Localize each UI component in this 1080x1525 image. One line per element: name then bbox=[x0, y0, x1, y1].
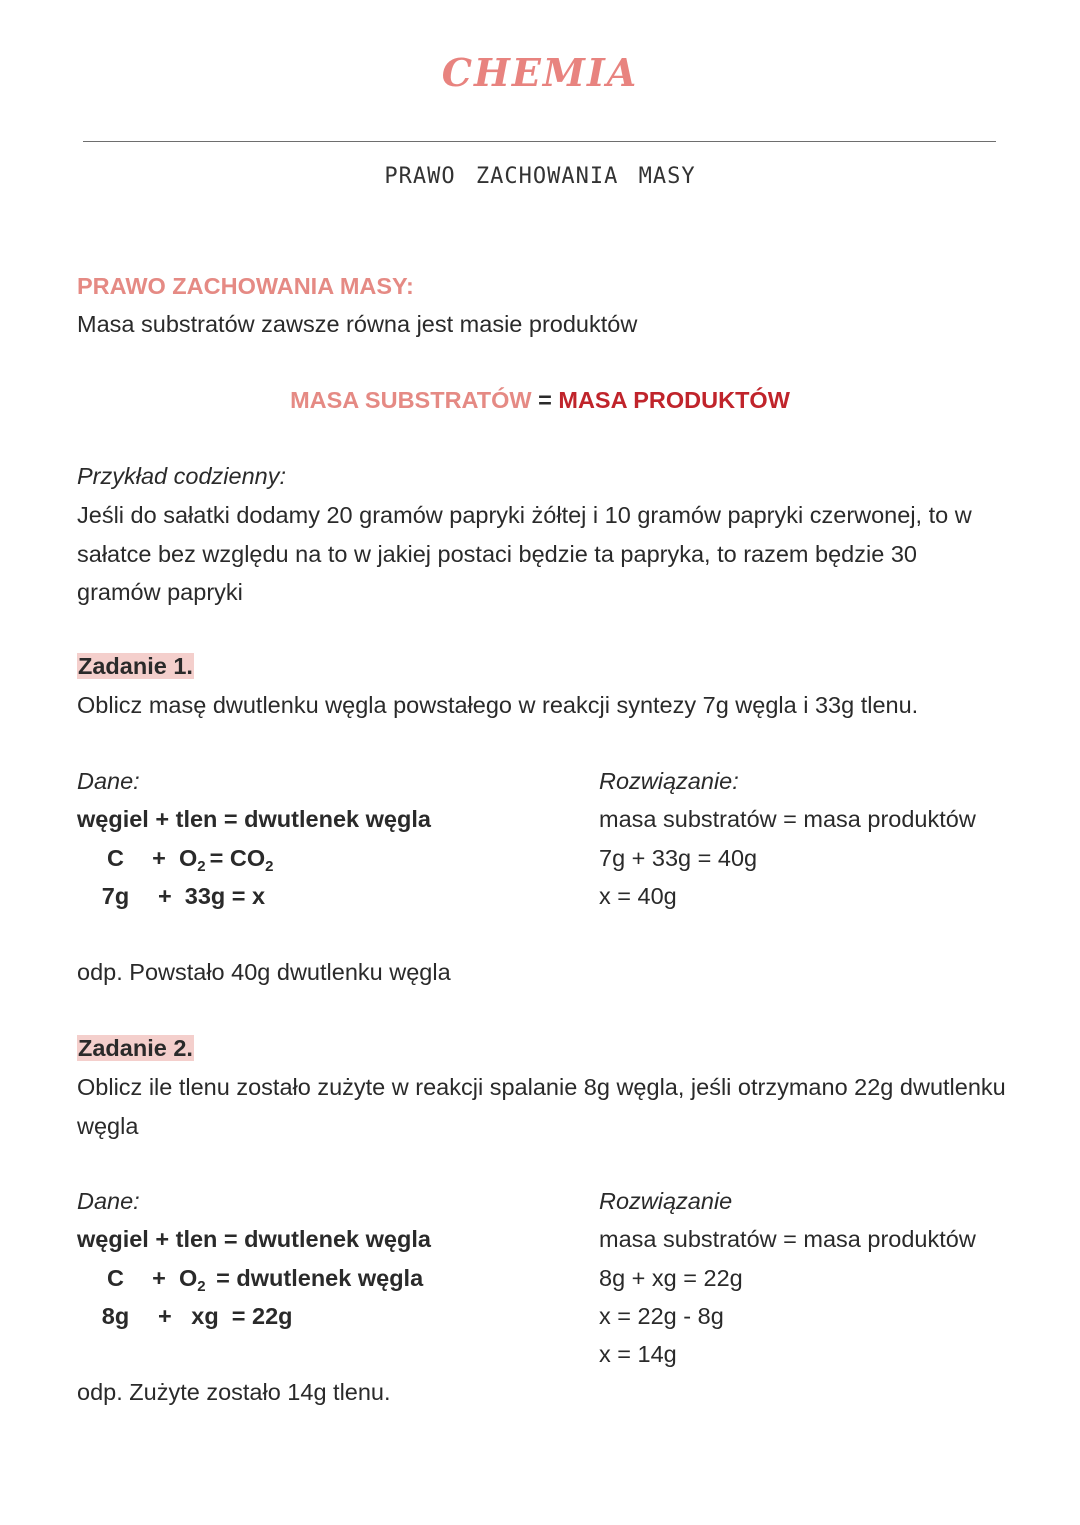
task2-mass-rest: + xg = 22g bbox=[158, 1303, 293, 1329]
task2-formula-rest: = dwutlenek węgla bbox=[209, 1265, 424, 1291]
task2-formula-o-sub: 2 bbox=[197, 1278, 206, 1295]
task2-answer: odp. Zużyte zostało 14g tlenu. bbox=[77, 1379, 391, 1405]
task1-formula-c: C bbox=[107, 845, 124, 871]
task2-question: Oblicz ile tlenu zostało zużyte w reakcji spalanie 8g węgla, jeśli otrzymano 22g dwutlenku węgla bbox=[77, 1074, 1006, 1139]
example-heading: Przykład codzienny: bbox=[77, 463, 286, 489]
topic-title: PRAWO ZACHOWANIA MASY bbox=[384, 164, 696, 189]
task2-solution-label: Rozwiązanie bbox=[599, 1188, 733, 1214]
task1-formula-co: = CO bbox=[209, 845, 266, 871]
law-equation-left: MASA SUBSTRATÓW bbox=[290, 387, 532, 413]
task2-masses bbox=[92, 1297, 293, 1335]
law-equation-right: MASA PRODUKTÓW bbox=[558, 387, 790, 413]
task2-formula-c: C bbox=[107, 1265, 124, 1291]
task2-label-text: Zadanie 2. bbox=[78, 1035, 193, 1061]
task1-mass-rest: + 33g = x bbox=[158, 883, 266, 909]
task2-formula-o-symbol: O bbox=[179, 1265, 198, 1291]
law-equation bbox=[0, 381, 1080, 419]
task2-solution-line: 8g + xg = 22g bbox=[599, 1265, 743, 1291]
task1-given-label: Dane: bbox=[77, 768, 140, 794]
task2-mass-c: 8g bbox=[101, 1303, 130, 1329]
task1-question: Oblicz masę dwutlenku węgla powstałego w reakcji syntezy 7g węgla i 33g tlenu. bbox=[77, 692, 919, 718]
task1-formula-o-symbol: O bbox=[179, 845, 198, 871]
header-divider bbox=[83, 141, 996, 142]
task1-formula-o-sub: 2 bbox=[197, 858, 206, 875]
task1-formula-co-sub: 2 bbox=[265, 858, 274, 875]
task1-word-equation: węgiel + tlen = dwutlenek węgla bbox=[77, 806, 431, 832]
task2-word-equation: węgiel + tlen = dwutlenek węgla bbox=[77, 1226, 431, 1252]
task1-solution-line: x = 40g bbox=[599, 883, 677, 909]
task1-solution-line: 7g + 33g = 40g bbox=[599, 845, 758, 871]
task1-solution-line: masa substratów = masa produktów bbox=[599, 806, 976, 832]
task1-mass-c: 7g bbox=[101, 883, 130, 909]
task1-masses bbox=[92, 877, 265, 915]
task1-label-text: Zadanie 1. bbox=[78, 653, 193, 679]
task1-label bbox=[77, 647, 194, 685]
law-equation-sign: = bbox=[531, 387, 559, 413]
example-text: Jeśli do sałatki dodamy 20 gramów papryki żółtej i 10 gramów papryki czerwonej, to w sałatce bez względu na to w jakiej postaci będzie ta papryka, to razem będzie 30 gramów papryki bbox=[77, 502, 972, 605]
task2-label bbox=[77, 1029, 194, 1067]
task1-formula-plus: + bbox=[152, 845, 166, 871]
task2-given-label: Dane: bbox=[77, 1188, 140, 1214]
law-heading: PRAWO ZACHOWANIA MASY: bbox=[77, 273, 414, 299]
law-text: Masa substratów zawsze równa jest masie produktów bbox=[77, 311, 638, 337]
task1-answer: odp. Powstało 40g dwutlenku węgla bbox=[77, 959, 451, 985]
task2-solution-line: x = 14g bbox=[599, 1341, 677, 1367]
page-brand-title: CHEMIA bbox=[441, 50, 639, 95]
task2-solution-line: masa substratów = masa produktów bbox=[599, 1226, 976, 1252]
task2-formula-plus: + bbox=[152, 1265, 166, 1291]
task1-solution-label: Rozwiązanie: bbox=[599, 768, 739, 794]
task2-solution-line: x = 22g - 8g bbox=[599, 1303, 724, 1329]
